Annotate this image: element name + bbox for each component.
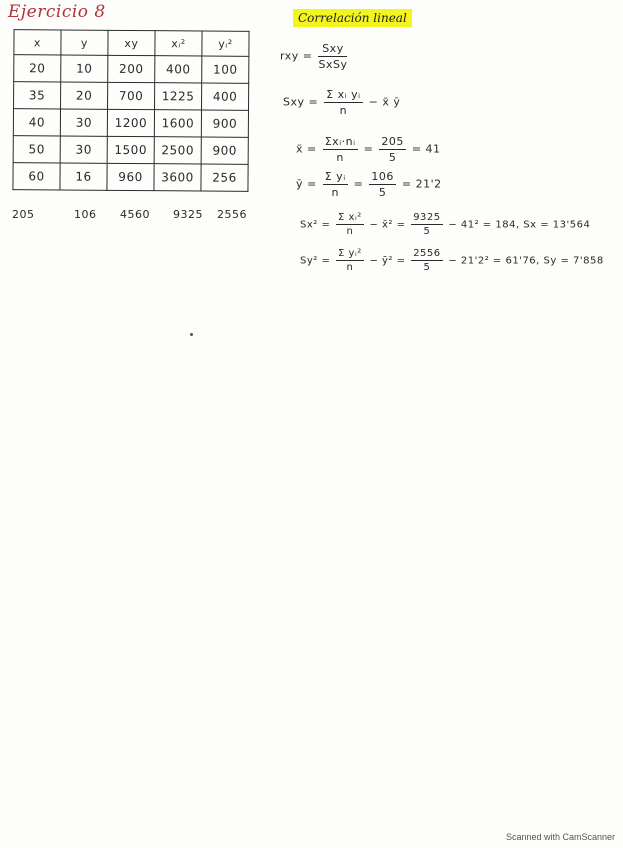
denominator: 5 bbox=[423, 226, 431, 237]
result: − 21'2² = 61'76, Sy = 7'858 bbox=[448, 255, 604, 267]
table-cell: 900 bbox=[201, 110, 248, 137]
denominator: SxSy bbox=[318, 58, 348, 71]
numerator: Σ yᵢ² bbox=[338, 248, 362, 259]
numerator: 9325 bbox=[413, 212, 441, 223]
table-cell: 256 bbox=[201, 164, 248, 191]
denominator: 5 bbox=[388, 151, 397, 164]
denominator: n bbox=[346, 262, 354, 273]
scanner-watermark: Scanned with CamScanner bbox=[505, 832, 615, 842]
total-x: 205 bbox=[12, 208, 35, 221]
table-cell: 400 bbox=[155, 56, 202, 83]
formula-variance-y bbox=[300, 248, 604, 273]
table-cell: 16 bbox=[60, 163, 107, 190]
table-cell: 50 bbox=[13, 136, 60, 163]
formula-lhs: ȳ = bbox=[296, 177, 317, 191]
result: − 41² = 184, Sx = 13'564 bbox=[448, 219, 591, 231]
numerator: 106 bbox=[371, 170, 394, 183]
table-cell: 20 bbox=[61, 82, 108, 109]
formula-sxy bbox=[283, 88, 400, 117]
header-xy: xy bbox=[108, 30, 155, 55]
table-cell: 60 bbox=[13, 163, 60, 190]
fraction bbox=[336, 248, 364, 273]
formula-lhs: Sx² = bbox=[300, 219, 331, 231]
header-y: y bbox=[61, 30, 108, 55]
numerator: 205 bbox=[381, 135, 404, 148]
fraction bbox=[318, 42, 347, 71]
denominator: n bbox=[346, 226, 354, 237]
fraction bbox=[336, 212, 364, 237]
numerator: Σ xᵢ² bbox=[338, 212, 362, 223]
denominator: 5 bbox=[378, 186, 387, 199]
table-cell: 1500 bbox=[107, 136, 154, 163]
fraction bbox=[411, 248, 442, 273]
numerator: Sxy bbox=[318, 42, 347, 57]
result: = 41 bbox=[411, 142, 441, 156]
header-y2: yᵢ² bbox=[202, 31, 249, 56]
table-cell: 30 bbox=[60, 136, 107, 163]
formula-lhs: rxy = bbox=[280, 49, 313, 63]
denominator: 5 bbox=[423, 262, 431, 273]
equals: = bbox=[363, 142, 374, 156]
table-row bbox=[13, 163, 248, 192]
total-y: 106 bbox=[74, 208, 97, 221]
formula-mean-y bbox=[296, 170, 442, 199]
total-xy: 4560 bbox=[120, 208, 150, 221]
numerator: Σ xᵢ yᵢ bbox=[326, 88, 361, 101]
table-row bbox=[13, 136, 248, 165]
formula-rxy bbox=[280, 42, 349, 71]
fraction bbox=[323, 135, 358, 164]
table-cell: 200 bbox=[108, 55, 155, 82]
table-header-row bbox=[14, 30, 249, 57]
total-y2: 2556 bbox=[217, 208, 247, 221]
numerator: 2556 bbox=[413, 248, 441, 259]
total-x2: 9325 bbox=[173, 208, 203, 221]
formula-variance-x bbox=[300, 212, 590, 237]
result: = 21'2 bbox=[401, 177, 442, 191]
table-row bbox=[13, 109, 248, 138]
table-cell: 3600 bbox=[154, 164, 201, 191]
numerator: Σxᵢ·nᵢ bbox=[324, 135, 356, 148]
equals: = bbox=[396, 219, 406, 231]
table-cell: 20 bbox=[14, 55, 61, 82]
formula-mid: − x̄² bbox=[369, 219, 393, 231]
table-cell: 960 bbox=[107, 163, 154, 190]
table-cell: 10 bbox=[61, 55, 108, 82]
table-cell: 30 bbox=[60, 109, 107, 136]
ink-speck bbox=[190, 333, 193, 336]
numerator: Σ yᵢ bbox=[324, 170, 346, 183]
table-cell: 35 bbox=[14, 82, 61, 109]
exercise-title: Ejercicio 8 bbox=[8, 2, 106, 22]
table-row bbox=[14, 82, 249, 111]
fraction bbox=[411, 212, 442, 237]
formula-lhs: Sy² = bbox=[300, 255, 331, 267]
table-row bbox=[14, 55, 249, 84]
formula-lhs: Sxy = bbox=[283, 95, 319, 109]
table-cell: 400 bbox=[202, 83, 249, 110]
table-cell: 100 bbox=[202, 56, 249, 83]
table-cell: 1200 bbox=[107, 109, 154, 136]
table-cell: 1225 bbox=[155, 83, 202, 110]
table-cell: 1600 bbox=[154, 110, 201, 137]
formula-tail: − x̄ ȳ bbox=[368, 95, 401, 109]
fraction bbox=[369, 170, 396, 199]
table-cell: 40 bbox=[13, 109, 60, 136]
fraction bbox=[324, 88, 362, 117]
table-cell: 2500 bbox=[154, 137, 201, 164]
denominator: n bbox=[339, 104, 348, 117]
header-x2: xᵢ² bbox=[155, 31, 202, 56]
fraction bbox=[379, 135, 406, 164]
equals: = bbox=[396, 255, 406, 267]
formula-mean-x bbox=[296, 135, 441, 164]
data-table bbox=[12, 29, 249, 192]
table-cell: 700 bbox=[108, 82, 155, 109]
header-x: x bbox=[14, 30, 61, 55]
table-cell: 900 bbox=[201, 137, 248, 164]
formula-mid: − ȳ² bbox=[369, 255, 393, 267]
equals: = bbox=[353, 177, 364, 191]
section-heading: Correlación lineal bbox=[293, 9, 412, 27]
denominator: n bbox=[336, 151, 344, 164]
formula-lhs: x̄ = bbox=[296, 142, 317, 156]
denominator: n bbox=[331, 186, 339, 199]
fraction bbox=[323, 170, 348, 199]
